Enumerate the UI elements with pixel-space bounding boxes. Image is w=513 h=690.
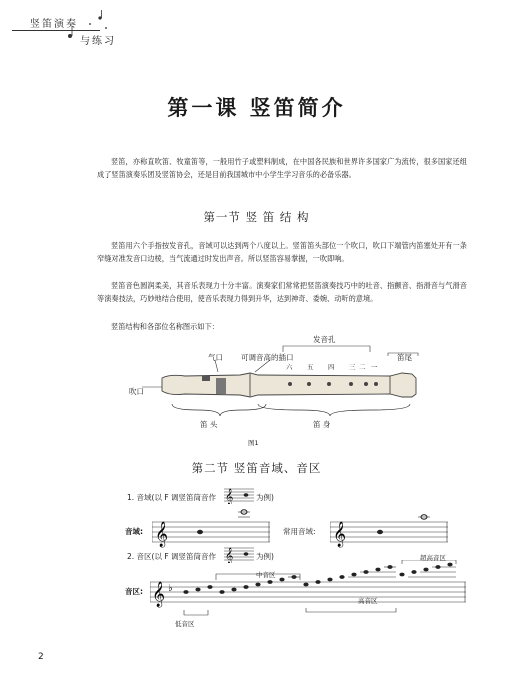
label-tuning-joint: 可调音高的插口 xyxy=(241,353,294,362)
section1-paragraph-2: 竖笛音色圆润柔美，其音乐表现力十分丰富。演奏家们常常把竖笛演奏技巧中的吐音、指颤音、指滑音与气滑音等演奏技法，巧妙地结合使用，使音乐表现力得到升华，达到神奇、委婉、动听的意境。 xyxy=(97,281,467,303)
label-sound-holes: 发音孔 xyxy=(313,335,336,344)
staff-common-range xyxy=(330,508,448,548)
label-range: 音域: xyxy=(125,527,143,536)
staff-full-range xyxy=(152,508,270,548)
svg-text:𝄞: 𝄞 xyxy=(152,582,166,607)
section1-paragraph-1: 竖笛用六个手指按发音孔，音域可以达到两个八度以上。竖笛笛头部位一个吹口，吹口下端管内笛塞处开有一条窄缝对准发音口边棱，当气流通过时发出声音。所以竖笛容易掌握，一吹即响。 xyxy=(97,241,467,263)
hole-number-4: 四 xyxy=(328,363,335,371)
label-mouthpiece: 吹口 xyxy=(129,387,144,396)
lesson-title: 第一课 竖笛简介 xyxy=(167,96,346,120)
book-title: 竖笛演奏 xyxy=(30,19,78,30)
music-notes-decoration xyxy=(60,8,110,46)
svg-text:𝄞: 𝄞 xyxy=(155,522,169,547)
label-common-range: 常用音域: xyxy=(283,527,316,536)
svg-text:♭: ♭ xyxy=(168,583,173,594)
label-air-vent: 气口 xyxy=(208,353,223,362)
label-super-high-register: 超高音区 xyxy=(420,554,446,562)
label-foot: 笛尾 xyxy=(397,353,412,362)
section2-title: 第二节 竖笛音域、音区 xyxy=(191,461,322,475)
label-body: 笛 身 xyxy=(313,420,331,429)
svg-text:𝄞: 𝄞 xyxy=(225,489,234,504)
section1-paragraph-3: 竖笛结构和各部位名称图示如下： xyxy=(111,322,219,331)
staff-registers xyxy=(150,560,466,622)
label-middle-register: 中音区 xyxy=(256,571,276,579)
hole-number-6: 六 xyxy=(286,363,293,371)
label-register: 音区: xyxy=(125,587,143,596)
svg-text:𝄞: 𝄞 xyxy=(225,548,234,563)
figure-caption: 图1 xyxy=(248,439,259,447)
register-item-2-suffix: 为例) xyxy=(256,552,274,561)
hole-number-3: 三 xyxy=(349,363,356,371)
book-subtitle: 与练习 xyxy=(80,36,116,47)
recorder-illustration xyxy=(140,340,430,420)
register-item-2: 2. 音区(以 F 调竖笛筒音作 xyxy=(127,552,217,561)
label-head: 笛 头 xyxy=(200,420,218,429)
label-low-register: 低音区 xyxy=(175,620,195,628)
section1-title: 第一节 竖 笛 结 构 xyxy=(203,210,310,224)
range-item-1-suffix: 为例) xyxy=(256,493,274,502)
note-f-staff-small-1 xyxy=(224,486,254,504)
label-high-register: 高音区 xyxy=(358,597,378,605)
hole-number-2: 二 xyxy=(359,363,366,371)
hole-number-5: 五 xyxy=(307,363,314,371)
hole-number-1: 一 xyxy=(371,363,378,371)
svg-text:𝄞: 𝄞 xyxy=(333,522,347,547)
range-item-1: 1. 音域(以 F 调竖笛筒音作 xyxy=(127,493,217,502)
page-number: 2 xyxy=(38,652,44,662)
intro-paragraph: 竖笛，亦称直吹笛、牧童笛等，一般用竹子或塑料制成，在中国各民族和世界许多国家广为流传，很多国家还组成了竖笛演奏乐团及竖笛协会，还是目前我国城市中小学生学习音乐的必备乐器。 xyxy=(97,157,467,179)
